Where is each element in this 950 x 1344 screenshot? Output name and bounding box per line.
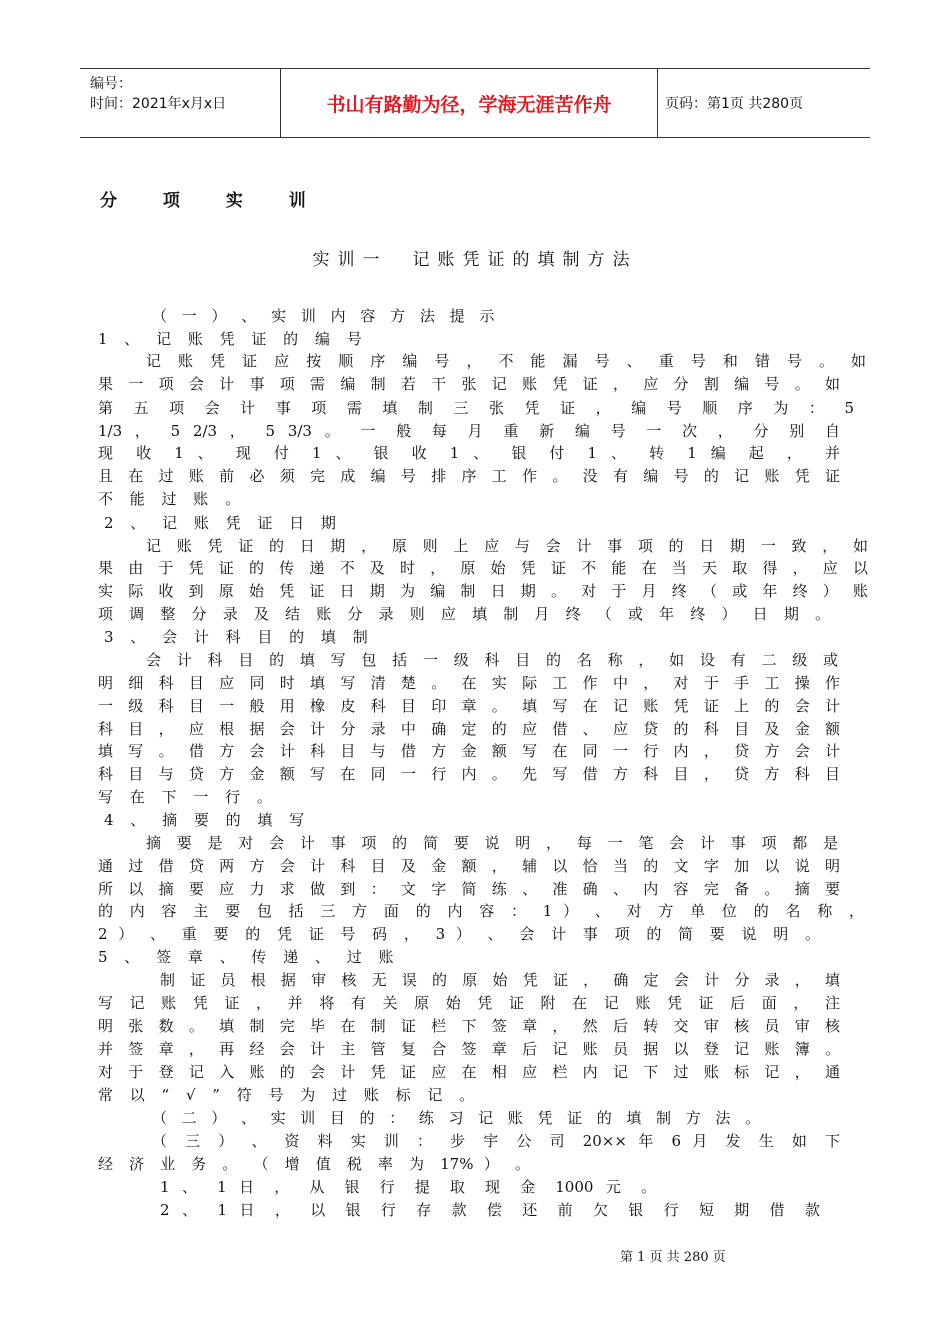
paragraph-line: 所 以 摘 要 应 力 求 做 到 ： 文 字 简 练 、 准 确 、 内 容 完 备 。 摘 要: [98, 880, 840, 898]
doc-time-label: 时间：2021年x月x日: [90, 96, 227, 112]
heading-three: （ 三 ） 、 资 料 实 训 ： 步 宇 公 司 20×× 年 6 月 发 生 如 下: [152, 1132, 840, 1150]
page-header: [80, 68, 870, 138]
paragraph-line: 并 签 章 ， 再 经 会 计 主 管 复 合 签 章 后 记 账 员 据 以 登 记 账 簿 。: [98, 1040, 840, 1058]
paragraph-line: 记 账 凭 证 应 按 顺 序 编 号 ， 不 能 漏 号 、 重 号 和 错 号 。 如: [146, 352, 866, 370]
paragraph-line: 经 济 业 务 。 （ 增 值 税 率 为 17% ） 。: [98, 1155, 530, 1173]
paragraph-line: 果 由 于 凭 证 的 传 递 不 及 时 ， 原 始 凭 证 不 能 在 当 天 取 得 ， 应 以: [98, 559, 868, 577]
paragraph-line: 果 一 项 会 计 事 项 需 编 制 若 干 张 记 账 凭 证 ， 应 分 割 编 号 。 如: [98, 375, 840, 393]
paragraph-line: 1/3 ， 5 2/3 ， 5 3/3 。 一 般 每 月 重 新 编 号 一 次 ， 分 别 自: [98, 422, 840, 440]
paragraph-line: 现 收 1 、 现 付 1 、 银 收 1 、 银 付 1 、 转 1 编 起 ， 并: [98, 444, 840, 462]
paragraph-line: 写 在 下 一 行 。: [98, 788, 278, 806]
paragraph-line: 常 以 “ √ ” 符 号 为 过 账 标 记 。: [98, 1086, 481, 1104]
paragraph-line: 一 级 科 目 一 般 用 橡 皮 科 目 印 章 。 填 写 在 记 账 凭 证 上 的 会 计: [98, 697, 840, 715]
paragraph-line: 且 在 过 账 前 必 须 完 成 编 号 排 序 工 作 。 没 有 编 号 的 记 账 凭 证: [98, 467, 840, 485]
paragraph-line: 摘 要 是 对 会 计 事 项 的 简 要 说 明 ， 每 一 笔 会 计 事 项 都 是: [146, 834, 838, 852]
heading-one: （ 一 ） 、 实 训 内 容 方 法 提 示: [152, 307, 500, 325]
subheading-5: 5 、 签 章 、 传 递 、 过 账: [98, 948, 400, 966]
paragraph-line: 记 账 凭 证 的 日 期 ， 原 则 上 应 与 会 计 事 项 的 日 期 一 致 ， 如: [146, 537, 868, 555]
chapter-title: 实训一 记账凭证的填制方法: [312, 250, 638, 270]
section-title: 分 项 实 训: [100, 191, 326, 211]
paragraph-line: 明 张 数 。 填 制 完 毕 在 制 证 栏 下 签 章 ， 然 后 转 交 审 核 员 审 核: [98, 1017, 840, 1035]
paragraph-line: 科 目 ， 应 根 据 会 计 分 录 中 确 定 的 应 借 、 应 贷 的 科 目 及 金 额: [98, 720, 840, 738]
header-meta: [80, 69, 280, 137]
paragraph-line: 2 ） 、 重 要 的 凭 证 号 码 ， 3 ） 、 会 计 事 项 的 简 要 说 明 。: [98, 925, 820, 943]
doc-code-label: 编号：: [90, 76, 132, 92]
subheading-3: 3 、 会 计 科 目 的 填 制: [104, 628, 374, 646]
subheading-4: 4 、 摘 要 的 填 写: [104, 811, 311, 829]
subheading-2: 2 、 记 账 凭 证 日 期: [104, 514, 342, 532]
paragraph-line: 写 记 账 凭 证 ， 并 将 有 关 原 始 凭 证 附 在 记 账 凭 证 后 面 ， 注: [98, 994, 840, 1012]
paragraph-line: 填 写 。 借 方 会 计 科 目 与 借 方 金 额 写 在 同 一 行 内 ， 贷 方 会 计: [98, 742, 840, 760]
paragraph-line: 通 过 借 贷 两 方 会 计 科 目 及 金 额 ， 辅 以 恰 当 的 文 字 加 以 说 明: [98, 857, 840, 875]
header-page-info: 页码：第1页 共280页: [665, 96, 804, 112]
heading-two: （ 二 ） 、 实 训 目 的 ： 练 习 记 账 凭 证 的 填 制 方 法 。: [152, 1109, 760, 1127]
paragraph-line: 制 证 员 根 据 审 核 无 误 的 原 始 凭 证 ， 确 定 会 计 分 录 ， 填: [160, 971, 840, 989]
subheading-1: 1 、 记 账 凭 证 的 编 号: [98, 330, 368, 348]
list-item: 2 、 1 日 ， 以 银 行 存 款 偿 还 前 欠 银 行 短 期 借 款: [160, 1201, 820, 1219]
paragraph-line: 项 调 整 分 录 及 结 账 分 录 则 应 填 制 月 终 （ 或 年 终 ） 日 期 。: [98, 605, 830, 623]
paragraph-line: 的 内 容 主 要 包 括 三 方 面 的 内 容 ： 1 ） 、 对 方 单 位 的 名 称 ，: [98, 902, 864, 920]
paragraph-line: 实 际 收 到 原 始 凭 证 日 期 为 编 制 日 期 。 对 于 月 终 （ 或 年 终 ） 账: [98, 582, 868, 600]
header-motto: 书山有路勤为径，学海无涯苦作舟: [280, 69, 658, 137]
paragraph-line: 对 于 登 记 入 账 的 会 计 凭 证 应 在 相 应 栏 内 记 下 过 账 标 记 ， 通: [98, 1063, 840, 1081]
paragraph-line: 明 细 科 目 应 同 时 填 写 清 楚 。 在 实 际 工 作 中 ， 对 于 手 工 操 作: [98, 674, 840, 692]
paragraph-line: 第 五 项 会 计 事 项 需 填 制 三 张 凭 证 ， 编 号 顺 序 为 ： 5: [98, 399, 854, 417]
paragraph-line: 不 能 过 账 。: [98, 490, 247, 508]
paragraph-line: 会 计 科 目 的 填 写 包 括 一 级 科 目 的 名 称 ， 如 设 有 二 级 或: [146, 651, 838, 669]
paragraph-line: 科 目 与 贷 方 金 额 写 在 同 一 行 内 。 先 写 借 方 科 目 ， 贷 方 科 目: [98, 765, 840, 783]
page-footer: 第 1 页 共 280 页: [620, 1250, 726, 1265]
list-item: 1 、 1 日 ， 从 银 行 提 取 现 金 1000 元 。: [160, 1178, 656, 1196]
